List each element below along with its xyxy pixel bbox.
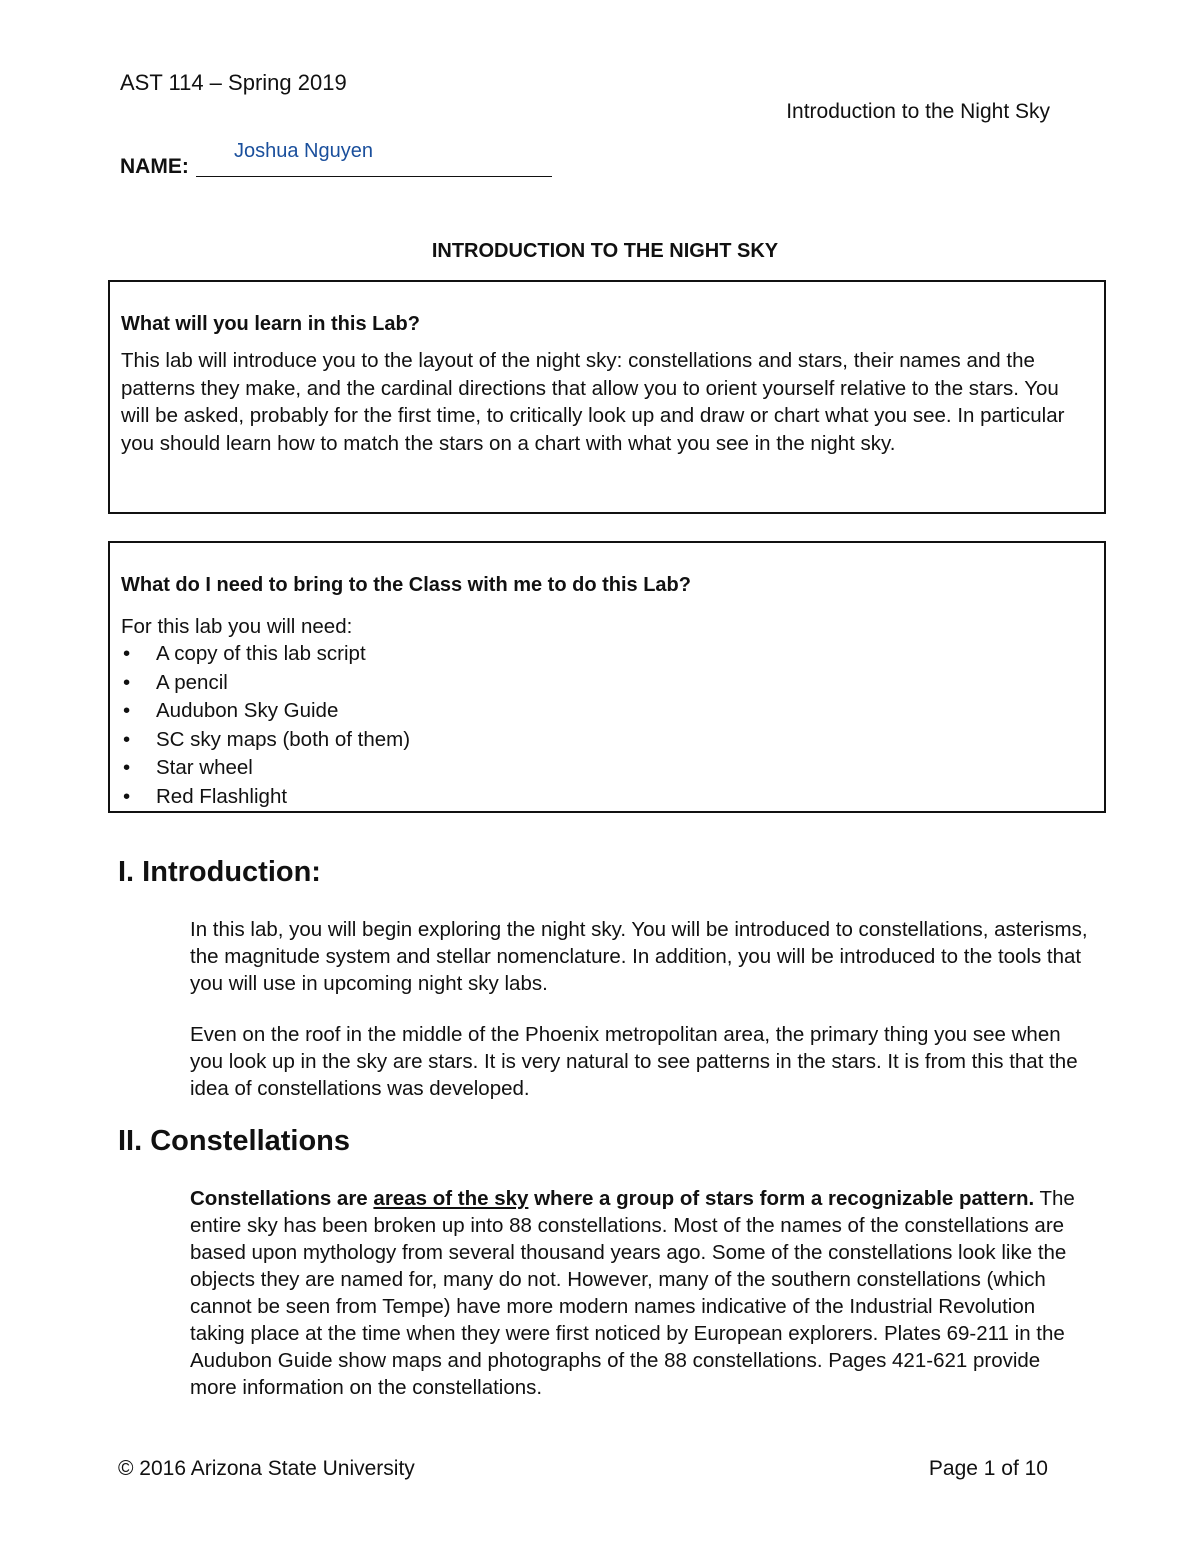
footer-page-number: Page 1 of 10 [928,1457,1048,1480]
footer-copyright: © 2016 Arizona State University [118,1457,415,1480]
learn-box-body: This lab will introduce you to the layout of the night sky: constellations and stars, their names and the patterns they make, and the cardinal directions that allow you to orient yourself relative to the stars. You will be asked, probably for the first time, to critically look up and draw or chart what you see. In particular you should learn how to match the stars on a chart with what you see in the night sky. [121,349,1065,455]
list-item-text: A copy of this lab script [156,642,366,665]
document-title-header: Introduction to the Night Sky [786,100,1050,123]
bring-box [108,541,1106,813]
list-item-text: A pencil [156,670,228,694]
learn-box [108,280,1106,514]
constellations-body: The entire sky has been broken up into 88 constellations. Most of the names of the constellations are based upon mythology from several thousand years ago. Some of the constellations look like the objects they are named for, many do not. However, many of the southern constellations (which cannot be seen from Tempe) have more modern names indicative of the Industrial Revolution taking place at the time when they were first noticed by European explorers. Plates 69-211 in the Audubon Guide show maps and photographs of the 88 constellations. Pages 421-621 provide more information on the constellations. [190,1187,1075,1399]
intro-paragraph-2: Even on the roof in the middle of the Phoenix metropolitan area, the primary thing you see when you look up in the sky are stars. It is very natural to see patterns in the stars. It is from this that the idea of constellations was developed. [190,1023,1078,1100]
list-item-text: SC sky maps (both of them) [156,727,411,751]
definition-end: where a group of stars form a recognizable pattern. [528,1187,1035,1210]
bullet-icon: • [123,699,131,723]
list-item-text: Audubon Sky Guide [156,699,339,723]
list-item-text: Star wheel [156,756,253,780]
bullet-icon: • [123,642,131,665]
name-field-value[interactable]: Joshua Nguyen [234,140,373,162]
list-item [121,640,410,669]
name-field-line [196,176,552,177]
bring-box-intro: For this lab you will need: [121,615,353,638]
page-title: INTRODUCTION TO THE NIGHT SKY [431,240,779,262]
constellations-paragraph [190,1185,1090,1401]
list-item [121,697,410,726]
list-item-text: Red Flashlight [156,784,288,808]
list-item [121,754,410,783]
section-heading-constellations: II. Constellations [118,1125,351,1157]
learn-box-heading: What will you learn in this Lab? [121,313,420,335]
list-item [121,669,410,698]
bullet-icon: • [123,727,131,751]
intro-paragraph-1: In this lab, you will begin exploring the night sky. You will be introduced to constellations, asterisms, the magnitude system and stellar nomenclature. In addition, you will be introduced to the tools that you will use in upcoming night sky labs. [190,918,1088,995]
bullet-icon: • [123,670,131,694]
list-item [121,783,410,812]
bullet-icon: • [123,784,131,808]
course-header: AST 114 – Spring 2019 [120,70,347,95]
bullet-icon: • [123,756,131,780]
name-label: NAME: [120,155,189,178]
definition-start: Constellations are [190,1187,374,1210]
bring-box-heading: What do I need to bring to the Class with me to do this Lab? [121,574,691,596]
bring-list [121,640,410,812]
section-heading-introduction: I. Introduction: [118,856,321,888]
definition-emphasis: areas of the sky [373,1187,529,1210]
list-item [121,726,410,755]
